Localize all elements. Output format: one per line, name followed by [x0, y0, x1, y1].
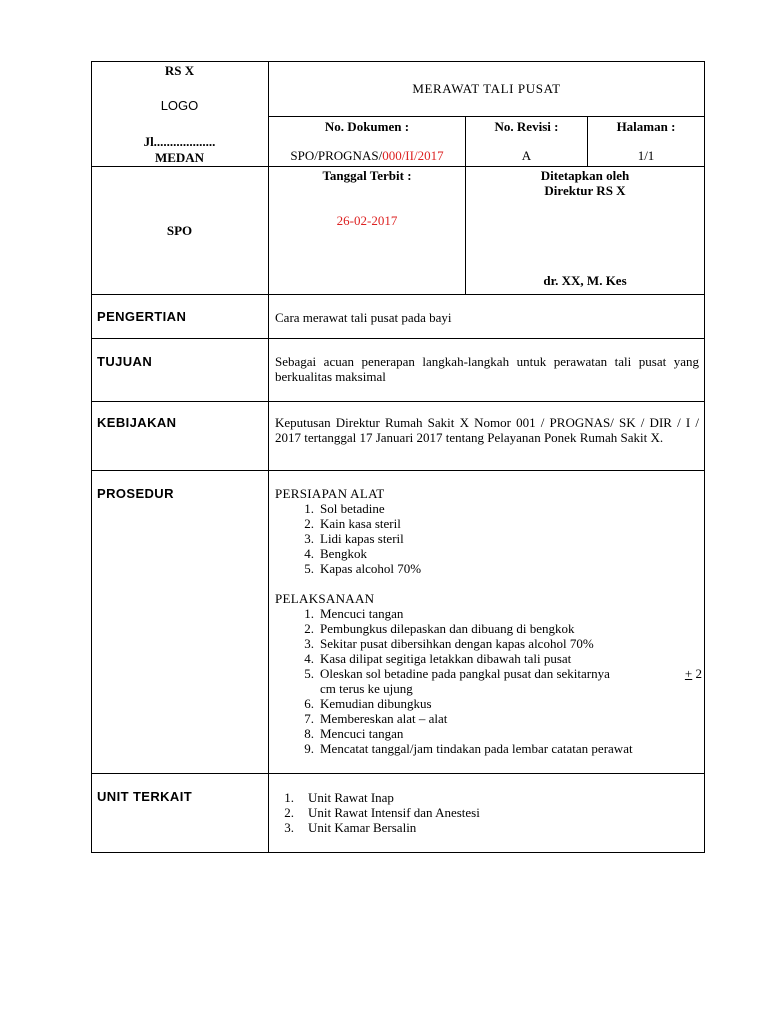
list-item: 2. Pembungkus dilepaskan dan dibuang di bengkok: [304, 621, 575, 636]
pelaksanaan-title: PELAKSANAAN: [275, 591, 375, 606]
border-right: [704, 61, 705, 853]
border-top: [91, 61, 705, 62]
list-item: 2. Unit Rawat Intensif dan Anestesi: [284, 805, 480, 820]
plus-minus-sign: +: [684, 666, 693, 681]
revision-value: A: [521, 148, 532, 163]
persiapan-item: Lidi kapas steril: [320, 531, 404, 546]
doc-number-value: [269, 148, 465, 163]
unit-item: Unit Rawat Intensif dan Anestesi: [308, 805, 480, 820]
doc-number-code: 000/II/2017: [382, 148, 444, 163]
list-item: 1. Unit Rawat Inap: [284, 790, 394, 805]
list-item: 8. Mencuci tangan: [304, 726, 404, 741]
title-row-line: [268, 116, 705, 117]
pelaksanaan-item: Kasa dilipat segitiga letakkan dibawah tali pusat: [320, 651, 572, 666]
hospital-city: MEDAN: [154, 150, 205, 165]
pelaksanaan-item: Mencuci tangan: [320, 606, 404, 621]
list-item: 6. Kemudian dibungkus: [304, 696, 432, 711]
logo-placeholder: LOGO: [160, 98, 199, 113]
header-row-line: [91, 166, 705, 167]
issue-date-label: Tanggal Terbit :: [322, 168, 412, 183]
pelaksanaan-list: [292, 606, 702, 756]
unit-item: Unit Kamar Bersalin: [308, 820, 417, 835]
list-item: 1. Sol betadine: [304, 501, 385, 516]
list-item: 5. Oleskan sol betadine pada pangkal pusat dan sekitarnya + 2 cm terus ke ujung: [304, 666, 702, 696]
list-item: 4. Bengkok: [304, 546, 367, 561]
approved-by-label: Ditetapkan oleh: [540, 168, 630, 183]
kebijakan-label: KEBIJAKAN: [97, 415, 177, 430]
tujuan-row-line: [91, 401, 705, 402]
revision-label: No. Revisi :: [494, 119, 559, 134]
doc-no-divider: [465, 116, 466, 295]
approver-title: Direktur RS X: [544, 183, 626, 198]
persiapan-item: Kain kasa steril: [320, 516, 401, 531]
pengertian-text: Cara merawat tali pusat pada bayi: [275, 310, 452, 325]
document-title: MERAWAT TALI PUSAT: [412, 81, 561, 96]
list-item: 2. Kain kasa steril: [304, 516, 401, 531]
step5-continuation: cm terus ke ujung: [320, 681, 413, 696]
page-label: Halaman :: [616, 119, 676, 134]
prosedur-row-line: [91, 773, 705, 774]
pengertian-row-line: [91, 338, 705, 339]
hospital-address: Jl...................: [143, 134, 216, 149]
pelaksanaan-item: Sekitar pusat dibersihkan dengan kapas alcohol 70%: [320, 636, 594, 651]
persiapan-item: Kapas alcohol 70%: [320, 561, 422, 576]
persiapan-list: [292, 501, 702, 576]
prosedur-label: PROSEDUR: [97, 486, 174, 501]
border-left: [91, 61, 92, 853]
pelaksanaan-item: Membereskan alat – alat: [320, 711, 448, 726]
pelaksanaan-item: Mencatat tanggal/jam tindakan pada lembar catatan perawat: [320, 741, 633, 756]
list-item: 9. Mencatat tanggal/jam tindakan pada lembar catatan perawat: [304, 741, 633, 756]
spo-document: [91, 61, 705, 853]
hospital-name: RS X: [164, 63, 195, 78]
unit-list: [282, 790, 692, 835]
page-value: 1/1: [637, 148, 655, 163]
list-item: 7. Membereskan alat – alat: [304, 711, 448, 726]
list-item: 3. Unit Kamar Bersalin: [284, 820, 417, 835]
list-item: 3. Sekitar pusat dibersihkan dengan kapas alcohol 70%: [304, 636, 594, 651]
spo-row-line: [91, 294, 705, 295]
spo-label: SPO: [166, 223, 193, 238]
signer-name: dr. XX, M. Kes: [543, 273, 627, 288]
pelaksanaan-item: Pembungkus dilepaskan dan dibuang di bengkok: [320, 621, 575, 636]
persiapan-item: Sol betadine: [320, 501, 385, 516]
pelaksanaan-item: Oleskan sol betadine pada pangkal pusat dan sekitarnya: [320, 666, 610, 681]
pelaksanaan-item: Mencuci tangan: [320, 726, 404, 741]
pelaksanaan-item-5: [320, 666, 702, 696]
tujuan-text: Sebagai acuan penerapan langkah-langkah untuk perawatan tali pusat yang berkualitas maksimal: [275, 354, 699, 384]
list-item: 4. Kasa dilipat segitiga letakkan dibawah tali pusat: [304, 651, 572, 666]
tujuan-label: TUJUAN: [97, 354, 153, 369]
unit-label: UNIT TERKAIT: [97, 789, 193, 804]
list-item: 3. Lidi kapas steril: [304, 531, 404, 546]
list-item: 5. Kapas alcohol 70%: [304, 561, 422, 576]
persiapan-title: PERSIAPAN ALAT: [275, 486, 385, 501]
doc-number-label: No. Dokumen :: [324, 119, 410, 134]
doc-number-prefix: SPO/PROGNAS/: [290, 148, 383, 163]
kebijakan-row-line: [91, 470, 705, 471]
pelaksanaan-item: Kemudian dibungkus: [320, 696, 432, 711]
persiapan-item: Bengkok: [320, 546, 367, 561]
list-item: 1. Mencuci tangan: [304, 606, 404, 621]
border-bottom: [91, 852, 705, 853]
step5-amount: 2: [692, 666, 702, 681]
unit-item: Unit Rawat Inap: [308, 790, 394, 805]
kebijakan-text: Keputusan Direktur Rumah Sakit X Nomor 001 / PROGNAS/ SK / DIR / I / 2017 tertanggal 17 Januari 2017 tentang Pelayanan Ponek Rumah Sakit X.: [275, 415, 699, 445]
pengertian-label: PENGERTIAN: [97, 309, 187, 324]
issue-date-value: 26-02-2017: [336, 213, 398, 228]
